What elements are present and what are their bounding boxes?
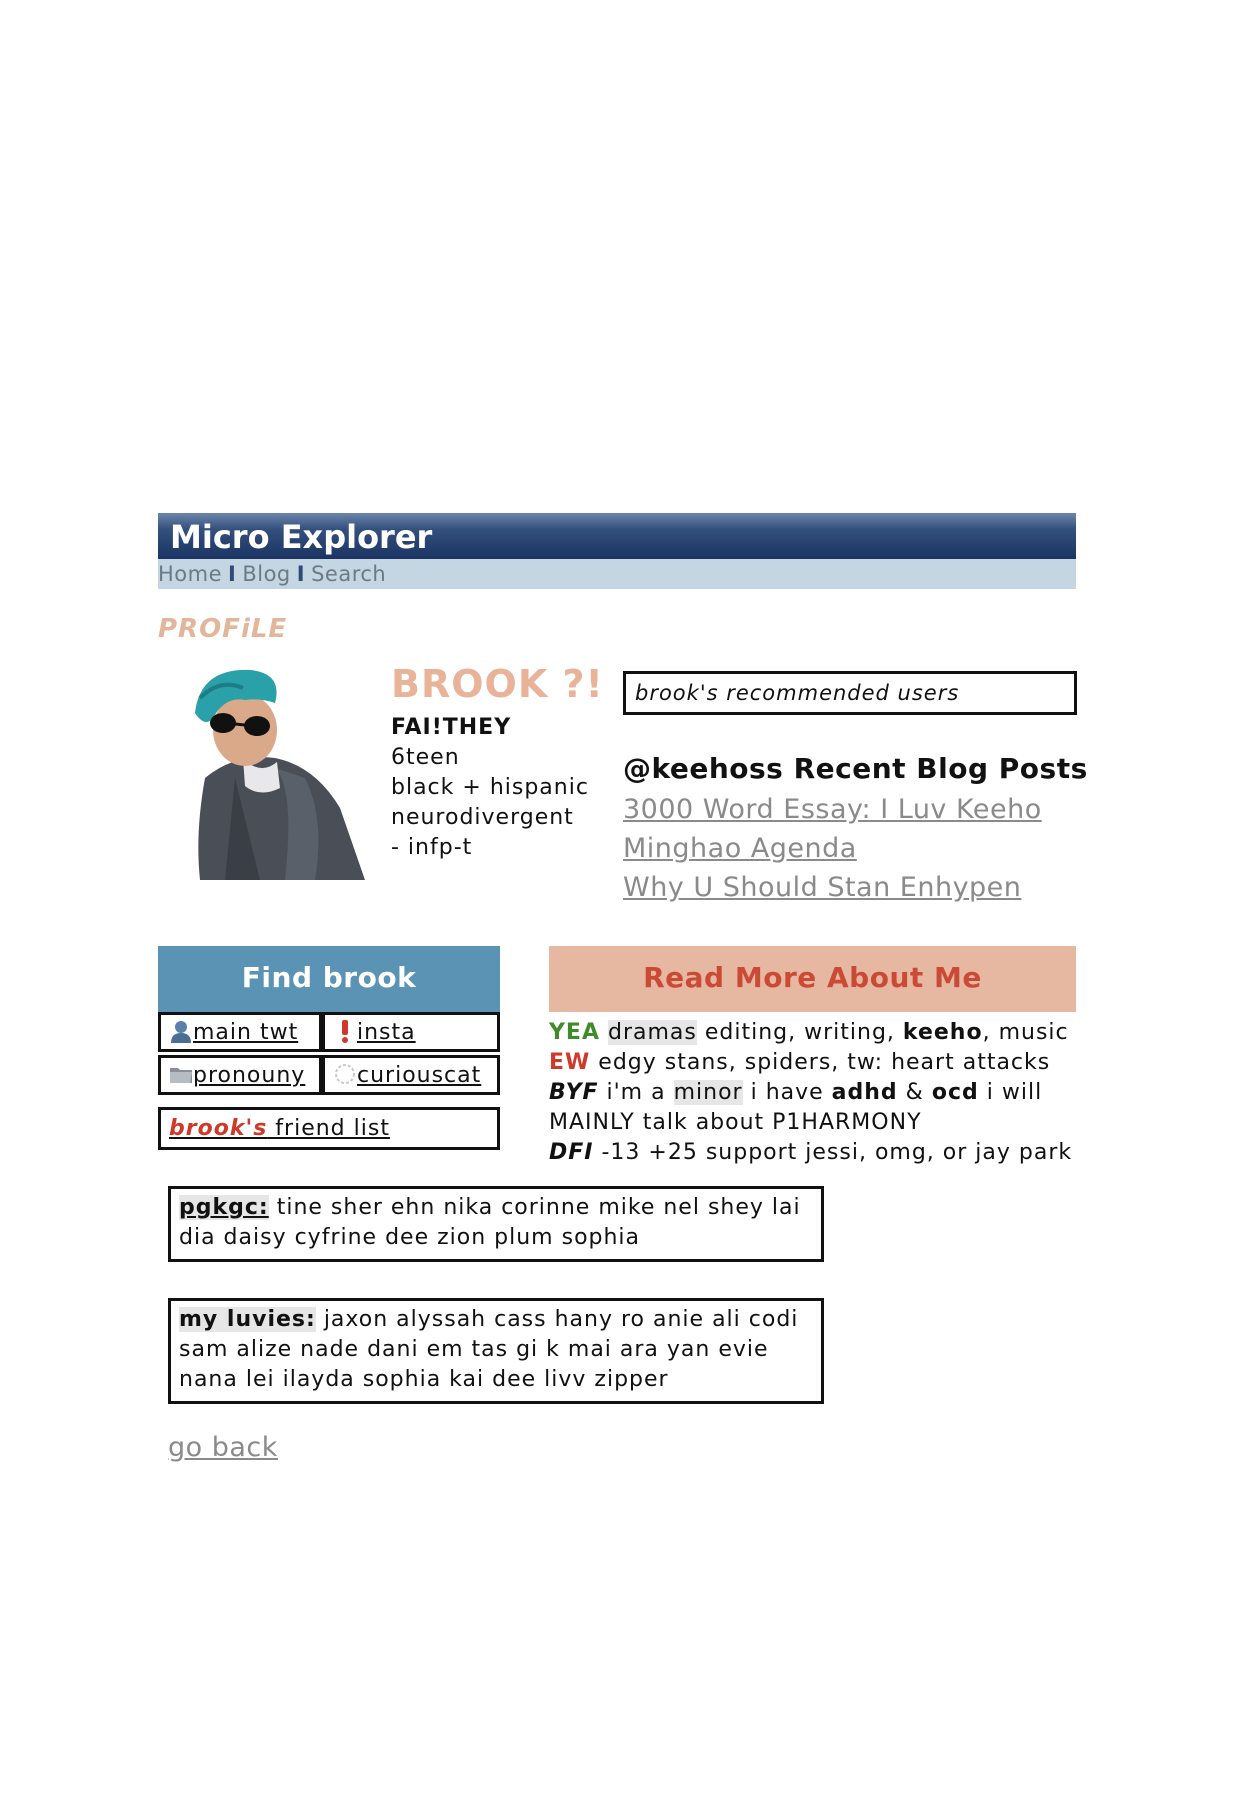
about-byf-line (549, 1078, 1089, 1138)
pgkgc-list (168, 1186, 824, 1262)
browser-window (158, 513, 1076, 589)
link-label[interactable]: pronouny (193, 1063, 306, 1088)
avatar (165, 658, 370, 880)
blog-posts-list (623, 790, 1042, 907)
nav-home[interactable]: Home (158, 562, 223, 586)
go-back-link[interactable]: go back (168, 1432, 278, 1463)
link-curiouscat[interactable] (322, 1055, 500, 1095)
pgkgc-label[interactable]: pgkgc: (179, 1195, 269, 1220)
byf-bold: adhd (831, 1080, 898, 1105)
person-icon (169, 1019, 193, 1043)
blog-post-link[interactable]: Minghao Agenda (623, 833, 857, 864)
byf-bold: ocd (931, 1080, 979, 1105)
bio-line: black + hispanic (391, 775, 589, 800)
byf-text: i have (742, 1080, 832, 1105)
byf-highlight: minor (673, 1080, 743, 1105)
dfi-text: -13 +25 support jessi, omg, or jay park (593, 1140, 1073, 1165)
spinner-icon (333, 1062, 357, 1086)
pgkgc-names: tine sher ehn nika corinne mike nel shey lai dia daisy cyfrine dee zion plum sophia (179, 1195, 801, 1250)
yea-end: , music (982, 1020, 1069, 1045)
luvies-list (168, 1298, 824, 1404)
byf-text: i'm a (598, 1080, 674, 1105)
read-more-header[interactable]: Read More About Me (549, 946, 1076, 1012)
about-yea-line (549, 1018, 1089, 1048)
ew-tag: EW (549, 1050, 591, 1075)
byf-tag: BYF (549, 1080, 599, 1105)
profile-name: BROOK ?! (391, 662, 604, 706)
bio-line: 6teen (391, 745, 460, 770)
find-header: Find brook (158, 946, 500, 1012)
link-label[interactable]: main twt (193, 1020, 299, 1045)
link-main-twt[interactable] (158, 1012, 322, 1052)
link-label[interactable]: insta (357, 1020, 416, 1045)
app-title: Micro Explorer (158, 513, 1076, 559)
dfi-tag: DFI (549, 1140, 594, 1165)
yea-bold: keeho (902, 1020, 983, 1045)
nav-separator: I (296, 562, 306, 586)
nav-separator: I (228, 562, 237, 586)
friend-list-link[interactable] (158, 1107, 500, 1150)
link-label[interactable]: curiouscat (357, 1063, 482, 1088)
yea-highlight: dramas (608, 1020, 697, 1045)
about-ew-line (549, 1048, 1089, 1078)
byf-text: i will MAINLY talk about P1HARMONY (549, 1080, 1043, 1135)
link-insta[interactable] (322, 1012, 500, 1052)
nav-blog[interactable]: Blog (242, 562, 291, 586)
bio-line: - infp-t (391, 835, 473, 860)
about-section (549, 1018, 1089, 1168)
profile-section-title: PROFiLE (158, 614, 288, 644)
nav-search[interactable]: Search (311, 562, 387, 586)
about-dfi-line (549, 1138, 1089, 1168)
friend-list-name: brook's (169, 1116, 268, 1141)
recommended-users-box[interactable]: brook's recommended users (623, 671, 1077, 715)
link-pronouny[interactable] (158, 1055, 322, 1095)
exclamation-icon (333, 1019, 357, 1043)
profile-fandom: FAI!THEY (391, 715, 512, 740)
profile-bio (391, 713, 589, 863)
yea-text: editing, writing, (696, 1020, 903, 1045)
folder-icon (169, 1062, 193, 1086)
byf-text: & (897, 1080, 932, 1105)
bio-line: neurodivergent (391, 805, 574, 830)
blog-post-link[interactable]: Why U Should Stan Enhypen (623, 872, 1022, 903)
yea-tag: YEA (549, 1020, 600, 1045)
luvies-label: my luvies: (179, 1307, 316, 1332)
blog-posts-title: @keehoss Recent Blog Posts (623, 752, 1088, 785)
ew-text: edgy stans, spiders, tw: heart attacks (590, 1050, 1051, 1075)
nav-bar (158, 559, 1076, 589)
friend-list-text: friend list (267, 1116, 390, 1141)
blog-post-link[interactable]: 3000 Word Essay: I Luv Keeho (623, 794, 1042, 825)
luvies-names: jaxon alyssah cass hany ro anie ali codi sam alize nade dani em tas gi k mai ara yan evie nana lei ilayda sophia kai dee livv zipper (179, 1307, 799, 1392)
